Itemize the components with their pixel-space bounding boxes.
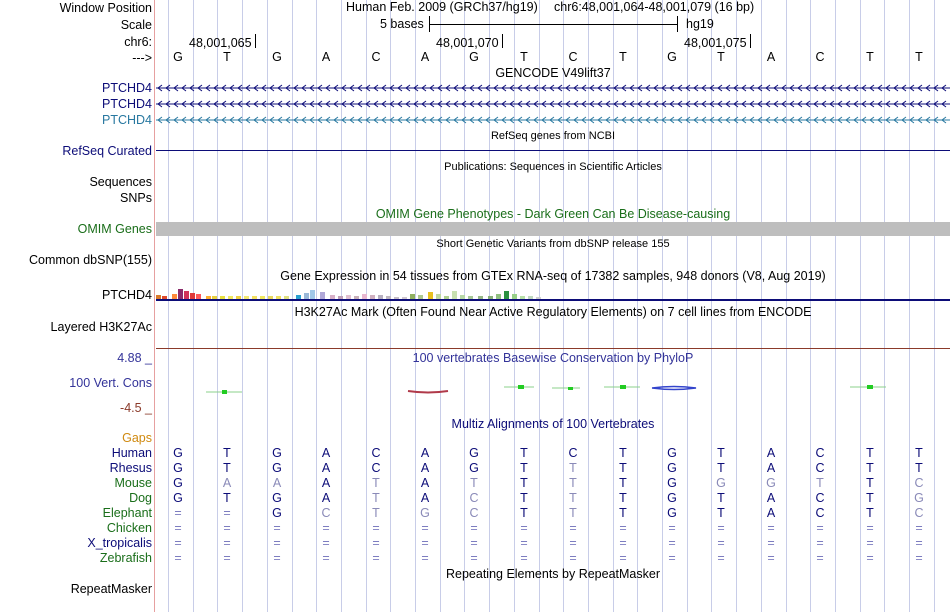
alignment-base: = xyxy=(866,521,874,535)
base-letter: A xyxy=(766,50,776,64)
alignment-base: = xyxy=(767,551,775,565)
window-position-label: Window Position xyxy=(59,1,152,15)
snps-track-label[interactable]: SNPs xyxy=(120,191,152,205)
alignment-base: G xyxy=(173,491,183,505)
species-label-dog[interactable]: Dog xyxy=(129,491,152,505)
alignment-base: = xyxy=(767,521,775,535)
alignment-base: A xyxy=(766,446,776,460)
alignment-base: T xyxy=(866,461,874,475)
alignment-base: T xyxy=(520,491,528,505)
alignment-base: = xyxy=(569,521,577,535)
alignment-base: T xyxy=(520,461,528,475)
alignment-base: G xyxy=(716,476,726,490)
alignment-base: = xyxy=(273,551,281,565)
alignment-base: = xyxy=(520,536,528,550)
alignment-base: T xyxy=(470,476,478,490)
alignment-base: = xyxy=(767,536,775,550)
gencode-gene-features[interactable] xyxy=(156,84,950,124)
scale-text: 5 bases xyxy=(380,17,424,31)
alignment-base: C xyxy=(469,491,479,505)
gencode-gene-label[interactable]: PTCHD4 xyxy=(101,81,152,95)
alignment-base: A xyxy=(766,491,776,505)
alignment-base: G xyxy=(667,446,677,460)
position-tick xyxy=(750,34,751,48)
alignment-base: A xyxy=(766,506,776,520)
repeatmasker-track-label[interactable]: RepeatMasker xyxy=(70,582,152,596)
alignment-base: = xyxy=(619,551,627,565)
alignment-base: = xyxy=(322,551,330,565)
alignment-base: G xyxy=(667,506,677,520)
alignment-base: G xyxy=(272,461,282,475)
alignment-base: = xyxy=(322,521,330,535)
alignment-base: C xyxy=(815,446,825,460)
alignment-base: = xyxy=(866,551,874,565)
h3k27ac-baseline xyxy=(156,348,950,349)
base-letter: G xyxy=(667,50,677,64)
alignment-base: T xyxy=(717,446,725,460)
alignment-base: T xyxy=(520,446,528,460)
alignment-base: = xyxy=(174,506,182,520)
alignment-base: G xyxy=(173,476,183,490)
alignment-base: = xyxy=(372,551,380,565)
alignment-base: T xyxy=(619,446,627,460)
gencode-track-title: GENCODE V49lift37 xyxy=(495,66,611,80)
alignment-base: = xyxy=(717,536,725,550)
phylop-max-label: 4.88 _ xyxy=(117,351,152,365)
alignment-base: = xyxy=(372,521,380,535)
publications-track-title: Publications: Sequences in Scientific Articles xyxy=(444,161,662,173)
alignment-base: T xyxy=(866,446,874,460)
base-letter: T xyxy=(223,50,231,64)
alignment-base: G xyxy=(272,506,282,520)
alignment-base: G xyxy=(766,476,776,490)
phylop-track-title: 100 vertebrates Basewise Conservation by PhyloP xyxy=(412,351,694,365)
base-letter: C xyxy=(815,50,825,64)
position-tick-label: 48,001,070 xyxy=(436,36,499,50)
alignment-base: A xyxy=(420,476,430,490)
alignment-base: T xyxy=(866,491,874,505)
scale-bar-right xyxy=(677,16,678,32)
position-tick-label: 48,001,075 xyxy=(684,36,747,50)
scale-label: Scale xyxy=(120,18,152,32)
species-label-mouse[interactable]: Mouse xyxy=(114,476,152,490)
alignment-base: T xyxy=(520,476,528,490)
alignment-base: C xyxy=(469,506,479,520)
alignment-base: = xyxy=(915,551,923,565)
alignment-base: C xyxy=(321,506,331,520)
sequences-track-label[interactable]: Sequences xyxy=(89,175,152,189)
alignment-base: = xyxy=(223,551,231,565)
omim-phenotype-bar[interactable] xyxy=(156,222,950,236)
alignment-base: T xyxy=(223,461,231,475)
alignment-base: = xyxy=(816,521,824,535)
alignment-base: T xyxy=(866,476,874,490)
gtex-tissue-bar[interactable] xyxy=(320,292,325,299)
alignment-base: G xyxy=(667,491,677,505)
alignment-base: C xyxy=(914,476,924,490)
alignment-base: = xyxy=(372,536,380,550)
base-letter: G xyxy=(469,50,479,64)
alignment-base: = xyxy=(470,536,478,550)
alignment-base: T xyxy=(372,476,380,490)
alignment-base: = xyxy=(619,521,627,535)
alignment-base: = xyxy=(520,551,528,565)
gtex-tissue-bar[interactable] xyxy=(504,291,509,299)
alignment-base: T xyxy=(569,476,577,490)
alignment-base: T xyxy=(619,491,627,505)
alignment-base: T xyxy=(569,506,577,520)
alignment-base: A xyxy=(321,461,331,475)
base-letter: C xyxy=(568,50,578,64)
gtex-gene-label[interactable]: PTCHD4 xyxy=(101,288,152,302)
alignment-base: T xyxy=(372,506,380,520)
alignment-base: = xyxy=(816,536,824,550)
refseq-track-label[interactable]: RefSeq Curated xyxy=(62,144,152,158)
alignment-base: A xyxy=(321,491,331,505)
alignment-base: T xyxy=(619,476,627,490)
h3k27ac-track-label[interactable]: Layered H3K27Ac xyxy=(50,320,152,334)
h3k27ac-track-title: H3K27Ac Mark (Often Found Near Active Regulatory Elements) on 7 cell lines from ENCODE xyxy=(294,305,812,319)
species-label-chicken[interactable]: Chicken xyxy=(106,521,152,535)
alignment-base: = xyxy=(717,521,725,535)
alignment-base: T xyxy=(915,446,923,460)
alignment-base: = xyxy=(816,551,824,565)
alignment-base: A xyxy=(222,476,232,490)
alignment-base: T xyxy=(717,461,725,475)
alignment-base: T xyxy=(915,461,923,475)
species-label-rhesus[interactable]: Rhesus xyxy=(109,461,152,475)
alignment-base: A xyxy=(420,446,430,460)
base-letter: T xyxy=(717,50,725,64)
alignment-base: G xyxy=(667,461,677,475)
gtex-tissue-bar[interactable] xyxy=(428,292,433,299)
alignment-base: G xyxy=(420,506,430,520)
alignment-base: G xyxy=(469,446,479,460)
alignment-base: A xyxy=(420,491,430,505)
alignment-base: = xyxy=(569,551,577,565)
alignment-base: G xyxy=(914,491,924,505)
phylop-track-label[interactable]: 100 Vert. Cons xyxy=(69,376,152,390)
base-letter: T xyxy=(915,50,923,64)
strand-label: ---> xyxy=(132,51,152,65)
gtex-tissue-bar[interactable] xyxy=(310,290,315,299)
alignment-base: T xyxy=(569,461,577,475)
label-column-separator xyxy=(154,0,155,612)
alignment-base: = xyxy=(668,521,676,535)
position-tick xyxy=(502,34,503,48)
base-letter: A xyxy=(321,50,331,64)
refseq-track-title: RefSeq genes from NCBI xyxy=(490,130,616,142)
alignment-base: A xyxy=(321,476,331,490)
alignment-base: G xyxy=(272,446,282,460)
alignment-base: C xyxy=(568,446,578,460)
alignment-base: G xyxy=(469,461,479,475)
gtex-tissue-bar[interactable] xyxy=(184,291,189,299)
assembly-name: Human Feb. 2009 (GRCh37/hg19) xyxy=(346,0,538,14)
repeatmasker-track-title: Repeating Elements by RepeatMasker xyxy=(445,567,660,581)
alignment-base: T xyxy=(223,491,231,505)
alignment-base: = xyxy=(520,521,528,535)
alignment-base: A xyxy=(321,446,331,460)
alignment-base: T xyxy=(717,491,725,505)
scale-db: hg19 xyxy=(686,17,714,31)
position-tick xyxy=(255,34,256,48)
base-letter: T xyxy=(866,50,874,64)
omim-track-title: OMIM Gene Phenotypes - Dark Green Can Be Disease-causing xyxy=(375,207,731,221)
alignment-base: = xyxy=(174,536,182,550)
base-letter: C xyxy=(371,50,381,64)
alignment-base: T xyxy=(372,491,380,505)
base-letter: G xyxy=(173,50,183,64)
refseq-gene-line[interactable] xyxy=(156,150,950,151)
alignment-base: A xyxy=(420,461,430,475)
multiz-track-title: Multiz Alignments of 100 Vertebrates xyxy=(451,417,655,431)
alignment-base: = xyxy=(915,536,923,550)
alignment-base: C xyxy=(815,461,825,475)
alignment-base: = xyxy=(223,506,231,520)
dbsnp-track-label[interactable]: Common dbSNP(155) xyxy=(29,253,152,267)
alignment-base: = xyxy=(915,521,923,535)
base-letter: G xyxy=(272,50,282,64)
alignment-base: = xyxy=(273,521,281,535)
alignment-base: T xyxy=(619,506,627,520)
species-label-zebrafish[interactable]: Zebrafish xyxy=(99,551,152,565)
alignment-base: C xyxy=(815,491,825,505)
gaps-label: Gaps xyxy=(122,431,152,445)
base-letter: T xyxy=(619,50,627,64)
alignment-base: = xyxy=(273,536,281,550)
alignment-base: G xyxy=(173,461,183,475)
phylop-conservation-plot[interactable] xyxy=(156,378,950,400)
gtex-track-title: Gene Expression in 54 tissues from GTEx RNA-seq of 17382 samples, 948 donors (V8, Aug 2019) xyxy=(280,269,826,283)
alignment-base: G xyxy=(667,476,677,490)
alignment-base: = xyxy=(223,536,231,550)
scale-bar xyxy=(429,24,677,25)
alignment-base: T xyxy=(619,461,627,475)
alignment-base: T xyxy=(717,506,725,520)
alignment-base: T xyxy=(816,476,824,490)
alignment-base: = xyxy=(421,536,429,550)
alignment-base: C xyxy=(371,446,381,460)
gencode-gene-label[interactable]: PTCHD4 xyxy=(101,113,152,127)
alignment-base: T xyxy=(569,491,577,505)
alignment-base: A xyxy=(272,476,282,490)
phylop-min-label: -4.5 _ xyxy=(120,401,152,415)
position-tick-label: 48,001,065 xyxy=(189,36,252,50)
alignment-base: T xyxy=(520,506,528,520)
alignment-base: A xyxy=(766,461,776,475)
base-letter: T xyxy=(520,50,528,64)
alignment-base: T xyxy=(223,446,231,460)
gtex-gene-line xyxy=(156,299,950,301)
alignment-base: = xyxy=(421,551,429,565)
gencode-gene-label[interactable]: PTCHD4 xyxy=(101,97,152,111)
alignment-base: = xyxy=(174,551,182,565)
chrom-label: chr6: xyxy=(124,35,152,49)
alignment-base: = xyxy=(668,551,676,565)
species-label-elephant[interactable]: Elephant xyxy=(102,506,152,520)
dbsnp-track-title: Short Genetic Variants from dbSNP release 155 xyxy=(436,238,670,250)
alignment-base: = xyxy=(470,521,478,535)
alignment-base: = xyxy=(421,521,429,535)
coordinates-readout[interactable]: chr6:48,001,064-48,001,079 (16 bp) xyxy=(554,0,755,14)
alignment-base: C xyxy=(371,461,381,475)
alignment-base: C xyxy=(815,506,825,520)
gtex-tissue-bar[interactable] xyxy=(452,291,457,299)
alignment-base: C xyxy=(914,506,924,520)
alignment-base: = xyxy=(717,551,725,565)
gtex-tissue-bar[interactable] xyxy=(178,289,183,299)
species-label-x-tropicalis[interactable]: X_tropicalis xyxy=(87,536,152,550)
alignment-base: T xyxy=(866,506,874,520)
base-letter: A xyxy=(420,50,430,64)
species-label-human[interactable]: Human xyxy=(111,446,152,460)
alignment-base: = xyxy=(223,521,231,535)
alignment-base: = xyxy=(866,536,874,550)
alignment-base: = xyxy=(668,536,676,550)
alignment-base: = xyxy=(470,551,478,565)
omim-track-label[interactable]: OMIM Genes xyxy=(77,222,152,236)
alignment-base: = xyxy=(619,536,627,550)
alignment-base: = xyxy=(569,536,577,550)
alignment-base: = xyxy=(174,521,182,535)
alignment-base: G xyxy=(173,446,183,460)
alignment-base: G xyxy=(272,491,282,505)
alignment-base: = xyxy=(322,536,330,550)
